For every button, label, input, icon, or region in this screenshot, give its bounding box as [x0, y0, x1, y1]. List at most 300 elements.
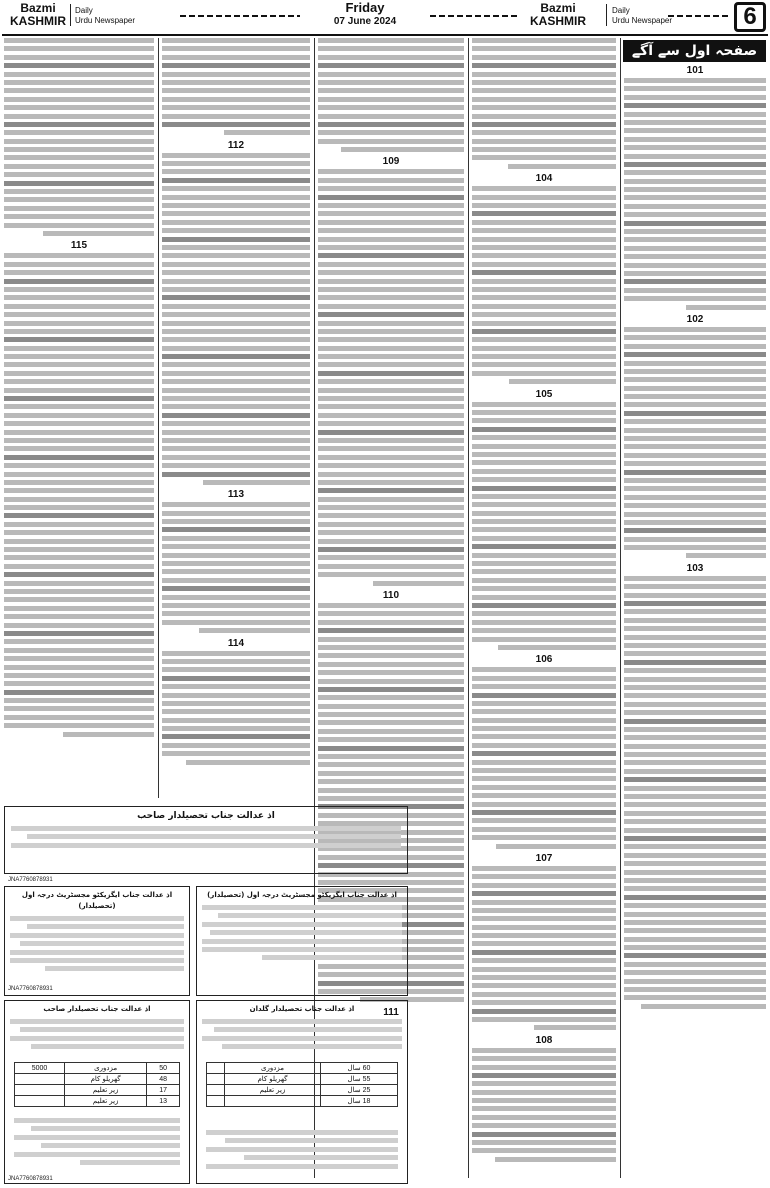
text-line [341, 147, 464, 152]
text-line [162, 80, 310, 85]
text-line [318, 114, 464, 119]
text-line [318, 670, 464, 675]
text-line [624, 103, 766, 108]
text-line [624, 179, 766, 184]
text-line [624, 727, 766, 732]
text-line [224, 130, 310, 135]
text-line [4, 147, 154, 152]
text-line [318, 245, 464, 250]
text-line [318, 430, 464, 435]
text-line [4, 329, 154, 334]
text-line [162, 396, 310, 401]
text-line [472, 883, 616, 888]
issue-day: Friday [345, 0, 385, 15]
text-line [472, 975, 616, 980]
table-cell: زیر تعلیم [65, 1085, 147, 1096]
text-line [624, 204, 766, 209]
brand-logo-left [8, 2, 68, 28]
text-line [162, 195, 310, 200]
text-line [162, 511, 310, 516]
text-line [624, 436, 766, 441]
text-line [472, 346, 616, 351]
brand-line1: Bazmi [20, 1, 56, 15]
text-line [162, 734, 310, 739]
text-line [318, 628, 464, 633]
table-cell: گھریلو کام [225, 1074, 321, 1085]
text-line [4, 223, 154, 228]
text-line [318, 662, 464, 667]
text-line [624, 95, 766, 100]
text-line [4, 206, 154, 211]
text-line [624, 870, 766, 875]
text-line [318, 63, 464, 68]
text-line [43, 231, 154, 236]
table-cell: مزدوری [225, 1063, 321, 1074]
text-line [472, 329, 616, 334]
text-line [472, 203, 616, 208]
notice-ref: JNA7760878931 [8, 1176, 53, 1182]
text-line [472, 195, 616, 200]
text-line [624, 685, 766, 690]
table-cell [207, 1085, 225, 1096]
text-line [162, 105, 310, 110]
text-line [318, 46, 464, 51]
text-line [624, 86, 766, 91]
text-line [472, 776, 616, 781]
text-line [472, 262, 616, 267]
text-line [472, 866, 616, 871]
table-cell: 48 [147, 1074, 180, 1085]
text-line [4, 362, 154, 367]
text-line [162, 329, 310, 334]
text-line [4, 80, 154, 85]
text-line [203, 480, 310, 485]
text-line [624, 377, 766, 382]
text-line [472, 891, 616, 896]
text-line [162, 455, 310, 460]
text-line [624, 237, 766, 242]
text-line [472, 486, 616, 491]
text-line [624, 170, 766, 175]
text-line [472, 452, 616, 457]
text-line [472, 827, 616, 832]
tagline-daily: Daily [612, 6, 630, 15]
text-line [472, 569, 616, 574]
text-line [472, 743, 616, 748]
text-line [162, 438, 310, 443]
article-column [624, 64, 766, 1184]
text-line [199, 628, 310, 633]
text-line [162, 676, 310, 681]
text-line [162, 586, 310, 591]
table-cell: 17 [147, 1085, 180, 1096]
text-line [472, 130, 616, 135]
notice-body [14, 1118, 180, 1168]
text-line [162, 472, 310, 477]
text-line [472, 279, 616, 284]
text-line [472, 1148, 616, 1153]
text-line [162, 751, 310, 756]
text-line [472, 155, 616, 160]
section-title: صفحہ اول سے آگے [623, 40, 766, 62]
text-line [4, 253, 154, 258]
text-line [318, 653, 464, 658]
text-line [472, 38, 616, 43]
text-line [4, 706, 154, 711]
table-cell: گھریلو کام [65, 1074, 147, 1085]
text-line [162, 413, 310, 418]
text-line [472, 435, 616, 440]
text-line [318, 312, 464, 317]
text-line [4, 346, 154, 351]
text-line [4, 472, 154, 477]
text-line [4, 388, 154, 393]
text-line [624, 402, 766, 407]
text-line [318, 547, 464, 552]
text-line [472, 469, 616, 474]
text-line [472, 362, 616, 367]
text-line [624, 853, 766, 858]
legal-notice [4, 886, 190, 996]
text-line [162, 304, 310, 309]
text-line [4, 488, 154, 493]
text-line [472, 312, 616, 317]
text-line [162, 701, 310, 706]
text-line [318, 645, 464, 650]
text-line [4, 114, 154, 119]
text-line [624, 660, 766, 665]
text-line [318, 539, 464, 544]
text-line [4, 522, 154, 527]
text-line [162, 161, 310, 166]
text-line [162, 726, 310, 731]
text-line [4, 480, 154, 485]
table-row [207, 1096, 398, 1107]
text-line [162, 169, 310, 174]
text-line [472, 502, 616, 507]
dash-ornament [180, 14, 300, 18]
text-line [472, 410, 616, 415]
text-line [162, 595, 310, 600]
text-line [4, 673, 154, 678]
text-line [624, 584, 766, 589]
text-line [318, 446, 464, 451]
text-line [4, 354, 154, 359]
table-cell [15, 1074, 65, 1085]
text-line [495, 1157, 616, 1162]
text-line [162, 430, 310, 435]
text-line [4, 164, 154, 169]
text-line [318, 362, 464, 367]
text-line [318, 679, 464, 684]
text-line [472, 46, 616, 51]
table-row [15, 1096, 180, 1107]
text-line [472, 818, 616, 823]
text-line [472, 536, 616, 541]
brand-line2: KASHMIR [530, 14, 586, 28]
text-line [624, 369, 766, 374]
text-line [472, 693, 616, 698]
text-line [472, 139, 616, 144]
divider [606, 4, 607, 26]
text-line [4, 287, 154, 292]
table-row [15, 1074, 180, 1085]
text-line [472, 908, 616, 913]
text-line [162, 337, 310, 342]
story-number: 110 [382, 590, 400, 601]
table-row [207, 1063, 398, 1074]
text-line [318, 287, 464, 292]
text-line [318, 530, 464, 535]
story-number: 115 [70, 240, 88, 252]
text-line [318, 337, 464, 342]
text-line [4, 623, 154, 628]
text-line [162, 693, 310, 698]
text-line [318, 564, 464, 569]
text-line [162, 603, 310, 608]
column-rule [620, 38, 621, 1178]
text-line [472, 527, 616, 532]
text-line [624, 288, 766, 293]
text-line [318, 404, 464, 409]
text-line [624, 995, 766, 1000]
text-line [472, 941, 616, 946]
text-line [472, 88, 616, 93]
text-line [318, 729, 464, 734]
text-line [624, 979, 766, 984]
dash-ornament [430, 14, 520, 18]
text-line [4, 648, 154, 653]
text-line [318, 438, 464, 443]
text-line [624, 668, 766, 673]
text-line [472, 147, 616, 152]
table-cell: زیر تعلیم [225, 1085, 321, 1096]
table-row [15, 1085, 180, 1096]
text-line [318, 371, 464, 376]
text-line [4, 396, 154, 401]
text-line [4, 321, 154, 326]
text-line [472, 1017, 616, 1022]
text-line [4, 189, 154, 194]
text-line [4, 581, 154, 586]
text-line [624, 279, 766, 284]
text-line [318, 80, 464, 85]
text-line [318, 746, 464, 751]
text-line [4, 513, 154, 518]
text-line [162, 38, 310, 43]
text-line [624, 187, 766, 192]
text-line [162, 211, 310, 216]
text-line [162, 295, 310, 300]
story-number: 105 [535, 388, 553, 400]
tagline-urdu: Urdu Newspaper [612, 16, 673, 25]
text-line [318, 712, 464, 717]
text-line [686, 553, 766, 558]
text-line [624, 953, 766, 958]
text-line [624, 512, 766, 517]
text-line [162, 421, 310, 426]
tagline-left [75, 6, 135, 26]
text-line [318, 295, 464, 300]
divider [70, 4, 71, 26]
text-line [318, 220, 464, 225]
text-line [624, 576, 766, 581]
text-line [641, 1004, 766, 1009]
text-line [162, 312, 310, 317]
text-line [624, 419, 766, 424]
text-line [624, 903, 766, 908]
text-line [624, 651, 766, 656]
text-line [162, 404, 310, 409]
text-line [472, 1098, 616, 1103]
text-line [624, 987, 766, 992]
tagline-right [612, 6, 672, 26]
text-line [472, 768, 616, 773]
text-line [4, 505, 154, 510]
text-line [624, 635, 766, 640]
text-line [624, 327, 766, 332]
text-line [472, 1123, 616, 1128]
text-line [624, 601, 766, 606]
text-line [472, 402, 616, 407]
text-line [162, 502, 310, 507]
text-line [624, 693, 766, 698]
text-line [508, 164, 616, 169]
text-line [318, 354, 464, 359]
text-line [4, 572, 154, 577]
notice-body [206, 1130, 398, 1172]
text-line [318, 603, 464, 608]
text-line [472, 427, 616, 432]
text-line [472, 676, 616, 681]
text-line [472, 186, 616, 191]
notice-title: اذ عدالت جناب تحصیلدار گلدان [249, 1005, 355, 1013]
text-line [162, 178, 310, 183]
text-line [624, 120, 766, 125]
text-line [318, 771, 464, 776]
text-line [624, 453, 766, 458]
text-line [472, 354, 616, 359]
text-line [318, 139, 464, 144]
text-line [162, 245, 310, 250]
text-line [624, 229, 766, 234]
text-line [472, 97, 616, 102]
text-line [472, 628, 616, 633]
text-line [472, 785, 616, 790]
text-line [4, 723, 154, 728]
text-line [162, 97, 310, 102]
text-line [472, 228, 616, 233]
text-line [162, 270, 310, 275]
text-line [472, 611, 616, 616]
text-line [4, 46, 154, 51]
table-row [207, 1085, 398, 1096]
text-line [624, 895, 766, 900]
text-line [4, 279, 154, 284]
text-line [4, 564, 154, 569]
text-line [624, 769, 766, 774]
text-line [162, 153, 310, 158]
text-line [4, 606, 154, 611]
family-table [14, 1062, 180, 1107]
text-line [318, 572, 464, 577]
text-line [4, 690, 154, 695]
text-line [624, 128, 766, 133]
text-line [162, 536, 310, 541]
text-line [318, 754, 464, 759]
text-line [498, 645, 616, 650]
text-line [686, 305, 766, 310]
text-line [472, 1048, 616, 1053]
text-line [4, 270, 154, 275]
text-line [318, 463, 464, 468]
text-line [472, 1065, 616, 1070]
text-line [472, 253, 616, 258]
text-line [162, 220, 310, 225]
text-line [4, 295, 154, 300]
story-number: 104 [535, 173, 553, 185]
text-line [318, 611, 464, 616]
text-line [4, 631, 154, 636]
text-line [472, 337, 616, 342]
text-line [472, 1090, 616, 1095]
text-line [472, 983, 616, 988]
text-line [162, 446, 310, 451]
text-line [162, 186, 310, 191]
text-line [534, 1025, 616, 1030]
text-line [318, 704, 464, 709]
text-line [318, 396, 464, 401]
text-line [4, 539, 154, 544]
text-line [624, 154, 766, 159]
text-line [162, 651, 310, 656]
text-line [624, 962, 766, 967]
text-line [472, 55, 616, 60]
text-line [4, 413, 154, 418]
text-line [318, 472, 464, 477]
text-line [472, 760, 616, 765]
text-line [472, 418, 616, 423]
text-line [318, 505, 464, 510]
text-line [472, 444, 616, 449]
text-line [472, 734, 616, 739]
text-line [624, 593, 766, 598]
text-line [4, 105, 154, 110]
text-line [472, 718, 616, 723]
text-line [318, 620, 464, 625]
legal-notice [196, 886, 408, 996]
text-line [472, 810, 616, 815]
text-line [162, 63, 310, 68]
story-number: 107 [535, 852, 553, 864]
text-line [318, 880, 464, 885]
text-line [472, 105, 616, 110]
text-line [162, 362, 310, 367]
text-line [472, 561, 616, 566]
text-line [4, 181, 154, 186]
text-line [472, 1106, 616, 1111]
tagline-urdu: Urdu Newspaper [75, 16, 136, 25]
text-line [624, 794, 766, 799]
text-line [4, 715, 154, 720]
text-line [162, 228, 310, 233]
text-line [472, 950, 616, 955]
text-line [624, 937, 766, 942]
text-line [472, 114, 616, 119]
text-line [162, 379, 310, 384]
text-line [509, 379, 616, 384]
text-line [162, 388, 310, 393]
